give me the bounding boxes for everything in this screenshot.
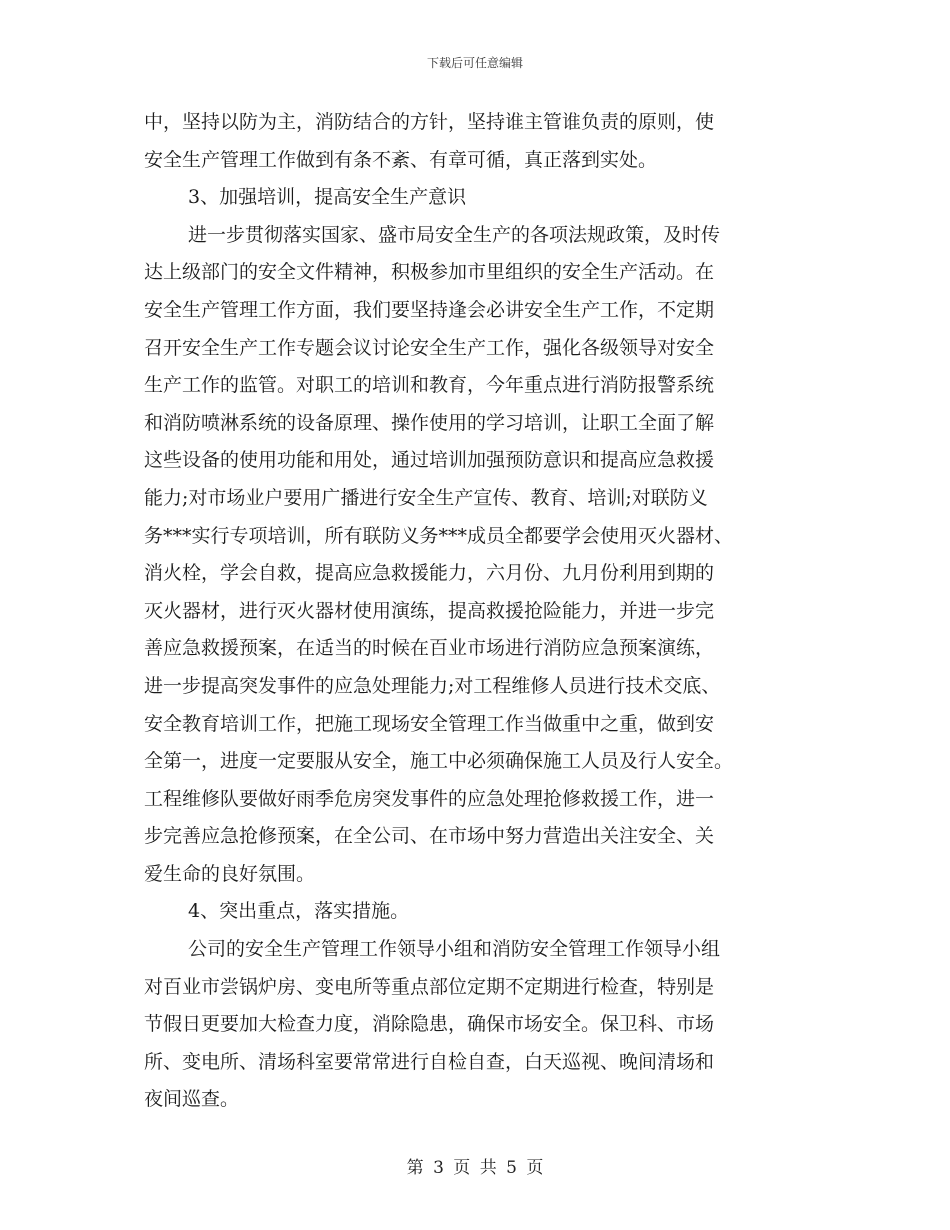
text-line: 4、突出重点，落实措施。 bbox=[188, 900, 410, 923]
text-line: 进一步提高突发事件的应急处理能力;对工程维修人员进行技术交底、 bbox=[144, 674, 721, 697]
text-line: 进一步贯彻落实国家、盛市局安全生产的各项法规政策，及时传 bbox=[188, 223, 721, 246]
text-line: 和消防喷淋系统的设备原理、操作使用的学习培训，让职工全面了解 bbox=[144, 411, 715, 434]
text-line: 节假日更要加大检查力度，消除隐患，确保市场安全。保卫科、市场 bbox=[144, 1013, 715, 1036]
text-line: 善应急救援预案，在适当的时候在百业市场进行消防应急预案演练， bbox=[144, 637, 715, 660]
text-line: 召开安全生产工作专题会议讨论安全生产工作，强化各级领导对安全 bbox=[144, 336, 715, 359]
text-line: 夜间巡查。 bbox=[144, 1088, 240, 1111]
text-line: 安全教育培训工作，把施工现场安全管理工作当做重中之重，做到安 bbox=[144, 712, 715, 735]
text-line: 能力;对市场业户要用广播进行安全生产宣传、教育、培训;对联防义 bbox=[144, 486, 708, 509]
text-line: 务***实行专项培训，所有联防义务***成员全都要学会使用灭火器材、 bbox=[144, 524, 734, 547]
text-line: 公司的安全生产管理工作领导小组和消防安全管理工作领导小组 bbox=[188, 938, 721, 961]
text-line: 步完善应急抢修预案，在全公司、在市场中努力营造出关注安全、关 bbox=[144, 825, 715, 848]
text-line: 所、变电所、清场科室要常常进行自检自查，白天巡视、晚间清场和 bbox=[144, 1050, 715, 1073]
text-line: 安全生产管理工作做到有条不紊、有章可循，真正落到实处。 bbox=[144, 148, 658, 171]
text-line: 工程维修队要做好雨季危房突发事件的应急处理抢修救援工作，进一 bbox=[144, 787, 715, 810]
text-line: 生产工作的监管。对职工的培训和教育，今年重点进行消防报警系统 bbox=[144, 374, 715, 397]
text-line: 爱生命的良好氛围。 bbox=[144, 862, 316, 885]
text-line: 达上级部门的安全文件精神，积极参加市里组织的安全生产活动。在 bbox=[144, 261, 715, 284]
text-line: 3、加强培训，提高安全生产意识 bbox=[188, 186, 467, 209]
page-footer: 第 3 页 共 5 页 bbox=[406, 1158, 544, 1178]
text-line: 中，坚持以防为主，消防结合的方针，坚持谁主管谁负责的原则，使 bbox=[144, 111, 715, 133]
text-line: 对百业市尝锅炉房、变电所等重点部位定期不定期进行检查，特别是 bbox=[144, 975, 715, 998]
text-line: 消火栓，学会自救，提高应急救援能力，六月份、九月份利用到期的 bbox=[144, 562, 715, 585]
document-body bbox=[144, 104, 808, 1119]
text-line: 安全生产管理工作方面，我们要坚持逢会必讲安全生产工作，不定期 bbox=[144, 298, 715, 321]
text-line: 全第一，进度一定要服从安全，施工中必须确保施工人员及行人安全。 bbox=[144, 750, 734, 773]
text-line: 灭火器材，进行灭火器材使用演练，提高救援抢险能力，并进一步完 bbox=[144, 599, 715, 622]
page-header: 下载后可任意编辑 bbox=[426, 56, 523, 70]
text-line: 这些设备的使用功能和用处，通过培训加强预防意识和提高应急救援 bbox=[144, 449, 715, 472]
